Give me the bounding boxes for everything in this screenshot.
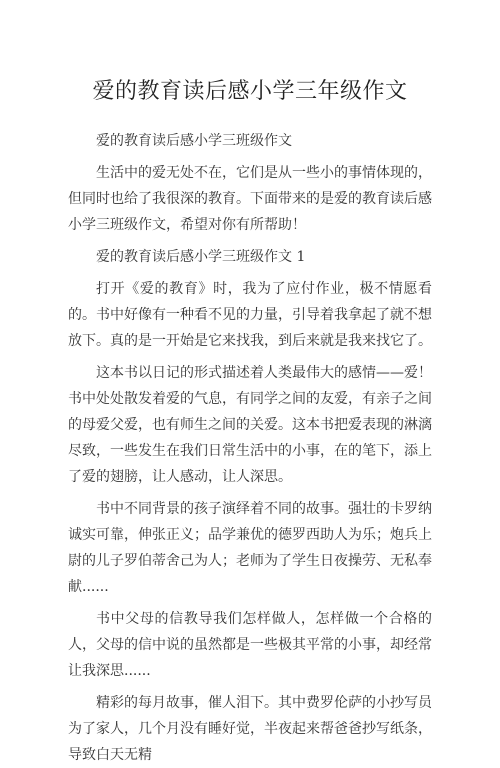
document-title: 爱的教育读后感小学三年级作文: [92, 79, 408, 104]
paragraph: 生活中的爱无处不在，它们是从一些小的事情体现的，但同时也给了我很深的教育。下面带来的是爱的教育读后感小学三班级作文，希望对你有所帮助！: [68, 165, 432, 233]
document-body: [68, 128, 432, 768]
paragraph: 爱的教育读后感小学三班级作文 1: [96, 249, 306, 265]
paragraph: 精彩的每月故事，催人泪下。其中费罗伦萨的小抄写员为了家人，几个月没有睡好觉，半夜起来帮爸爸抄写纸条，导致白天无精: [68, 695, 432, 763]
paragraph: 打开《爱的教育》时，我为了应付作业，极不情愿看的。书中好像有一种看不见的力量，引导着我拿起了就不想放下。真的是一开始是它来找我，到后来就是我来找它了。: [68, 281, 432, 349]
paragraph: 爱的教育读后感小学三班级作文: [96, 133, 292, 149]
paragraph: 这本书以日记的形式描述着人类最伟大的感情——爱！书中处处散发着爱的气息，有同学之间的友爱，有亲子之间的母爱父爱，也有师生之间的关爱。这本书把爱表现的淋漓尽致，一些发生在我们日常生活中的小事，在的笔下，添上了爱的翅膀，让人感动，让人深思。: [68, 365, 432, 485]
paragraph: 书中不同背景的孩子演绎着不同的故事。强壮的卡罗纳诚实可靠，伸张正义；品学兼优的德罗西助人为乐；炮兵上尉的儿子罗伯蒂舍己为人；老师为了学生日夜操劳、无私奉献......: [68, 501, 432, 595]
paragraph: 书中父母的信教导我们怎样做人，怎样做一个合格的人，父母的信中说的虽然都是一些极其平常的小事，却经常让我深思......: [68, 611, 432, 679]
